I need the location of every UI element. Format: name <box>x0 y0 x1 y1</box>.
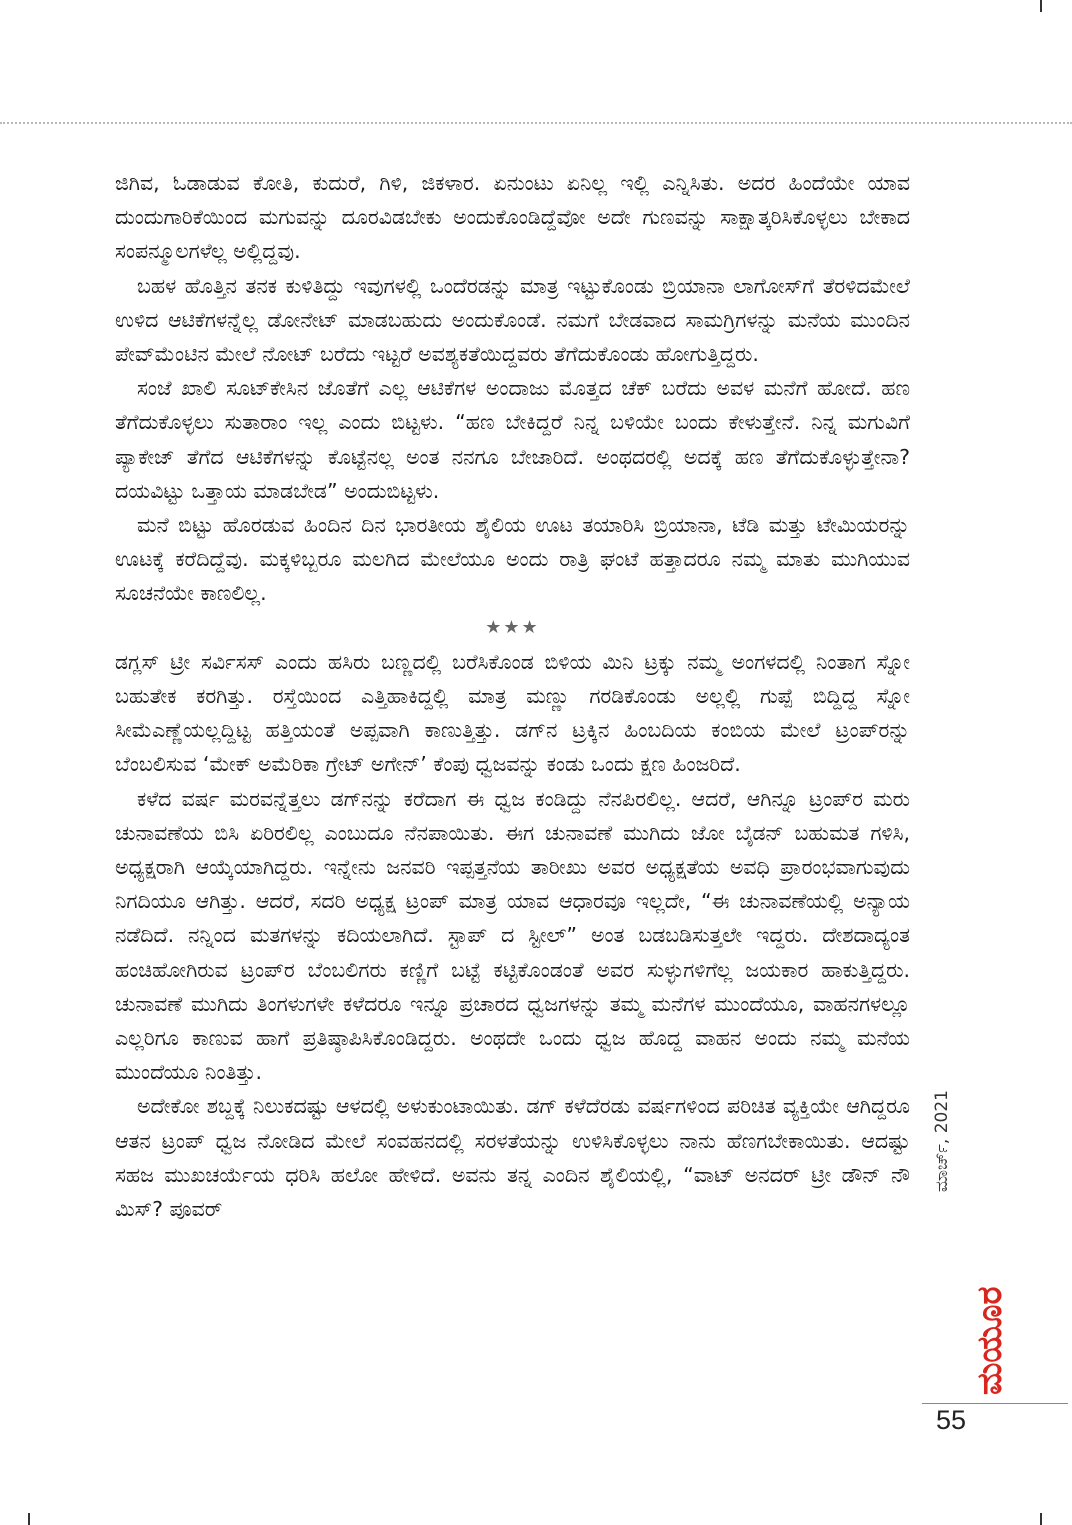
magazine-brand: ಮಯೂರ <box>970 1286 1010 1395</box>
footer-rule <box>922 1403 1068 1404</box>
crop-mark-bottom-left <box>28 1513 30 1525</box>
paragraph: ಕಳೆದ ವರ್ಷ ಮರವನ್ನೆತ್ತಲು ಡಗ್‌ನನ್ನು ಕರೆದಾಗ ಈ ಧ್ವಜ ಕಂಡಿದ್ದು ನೆನಪಿರಲಿಲ್ಲ. ಆದರೆ, ಆಗಿನ್ನೂ ಟ್ರಂಪ್‌ರ ಮರು ಚುನಾವಣೆಯ ಬಿಸಿ ಏರಿರಲಿಲ್ಲ ಎಂಬುದೂ ನೆನಪಾಯಿತು. ಈಗ ಚುನಾವಣೆ ಮುಗಿದು ಜೋ ಬೈಡನ್ ಬಹುಮತ ಗಳಿಸಿ, ಅಧ್ಯಕ್ಷರಾಗಿ ಆಯ್ಕೆಯಾಗಿದ್ದರು. ಇನ್ನೇನು ಜನವರಿ ಇಪ್ಪತ್ತನೆಯ ತಾರೀಖು ಅವರ ಅಧ್ಯಕ್ಷತೆಯ ಅವಧಿ ಪ್ರಾರಂಭವಾಗುವುದು ನಿಗದಿಯೂ ಆಗಿತ್ತು. ಆದರೆ, ಸದರಿ ಅಧ್ಯಕ್ಷ ಟ್ರಂಪ್ ಮಾತ್ರ ಯಾವ ಆಧಾರವೂ ಇಲ್ಲದೇ, “ಈ ಚುನಾವಣೆಯಲ್ಲಿ ಅನ್ಯಾಯ ನಡೆದಿದೆ. ನನ್ನಿಂದ ಮತಗಳನ್ನು ಕದಿಯಲಾಗಿದೆ. ಸ್ಟಾಪ್ ದ ಸ್ಟೀಲ್” ಅಂತ ಬಡಬಡಿಸುತ್ತಲೇ ಇದ್ದರು. ದೇಶದಾದ್ಯಂತ ಹಂಚಿಹೋಗಿರುವ ಟ್ರಂಪ್‌ರ ಬೆಂಬಲಿಗರು ಕಣ್ಣಿಗೆ ಬಟ್ಟೆ ಕಟ್ಟಿಕೊಂಡಂತೆ ಅವರ ಸುಳ್ಳುಗಳಿಗೆಲ್ಲ ಜಯಕಾರ ಹಾಕುತ್ತಿದ್ದರು. ಚುನಾವಣೆ ಮುಗಿದು ತಿಂಗಳುಗಳೇ ಕಳೆದರೂ ಇನ್ನೂ ಪ್ರಚಾರದ ಧ್ವಜಗಳನ್ನು ತಮ್ಮ ಮನೆಗಳ ಮುಂದೆಯೂ, ವಾಹನಗಳಲ್ಲೂ ಎಲ್ಲರಿಗೂ ಕಾಣುವ ಹಾಗೆ ಪ್ರತಿಷ್ಠಾಪಿಸಿಕೊಂಡಿದ್ದರು. ಅಂಥದೇ ಒಂದು ಧ್ವಜ ಹೊದ್ದ ವಾಹನ ಅಂದು ನಮ್ಮ ಮನೆಯ ಮುಂದೆಯೂ ನಿಂತಿತ್ತು. <box>115 786 910 1085</box>
paragraph: ಮನೆ ಬಿಟ್ಟು ಹೊರಡುವ ಹಿಂದಿನ ದಿನ ಭಾರತೀಯ ಶೈಲಿಯ ಊಟ ತಯಾರಿಸಿ ಬ್ರಿಯಾನಾ, ಟೆಡಿ ಮತ್ತು ಟೇಮಿಯರನ್ನು ಊಟಕ್ಕೆ ಕರೆದಿದ್ದೆವು. ಮಕ್ಕಳಿಬ್ಬರೂ ಮಲಗಿದ ಮೇಲೆಯೂ ಅಂದು ರಾತ್ರಿ ಘಂಟೆ ಹತ್ತಾದರೂ ನಮ್ಮ ಮಾತು ಮುಗಿಯುವ ಸೂಚನೆಯೇ ಕಾಣಲಿಲ್ಲ. <box>115 513 910 606</box>
paragraph: ಸಂಜೆ ಖಾಲಿ ಸೂಟ್‌ಕೇಸಿನ ಜೊತೆಗೆ ಎಲ್ಲ ಆಟಿಕೆಗಳ ಅಂದಾಜು ಮೊತ್ತದ ಚೆಕ್ ಬರೆದು ಅವಳ ಮನೆಗೆ ಹೋದೆ. ಹಣ ತೆಗೆದುಕೊಳ್ಳಲು ಸುತಾರಾಂ ಇಲ್ಲ ಎಂದು ಬಿಟ್ಟಳು. “ಹಣ ಬೇಕಿದ್ದರೆ ನಿನ್ನ ಬಳಿಯೇ ಬಂದು ಕೇಳುತ್ತೇನೆ. ನಿನ್ನ ಮಗುವಿಗೆ ಪ್ಯಾಕೇಜ್ ತೆಗೆದ ಆಟಿಕೆಗಳನ್ನು ಕೊಟ್ಟೆನಲ್ಲ ಅಂತ ನನಗೂ ಬೇಜಾರಿದೆ. ಅಂಥದರಲ್ಲಿ ಅದಕ್ಕೆ ಹಣ ತೆಗೆದುಕೊಳ್ಳುತ್ತೇನಾ? ದಯವಿಟ್ಟು ಒತ್ತಾಯ ಮಾಡಬೇಡ” ಅಂದುಬಿಟ್ಟಳು. <box>115 376 910 503</box>
page-number: 55 <box>936 1405 967 1435</box>
article-body <box>115 166 910 1226</box>
paragraph: ಡಗ್ಲಸ್ ಟ್ರೀ ಸರ್ವಿಸಸ್ ಎಂದು ಹಸಿರು ಬಣ್ಣದಲ್ಲಿ ಬರೆಸಿಕೊಂಡ ಬಿಳಿಯ ಮಿನಿ ಟ್ರಕ್ಕು ನಮ್ಮ ಅಂಗಳದಲ್ಲಿ ನಿಂತಾಗ ಸ್ನೋ ಬಹುತೇಕ ಕರಗಿತ್ತು. ರಸ್ತೆಯಿಂದ ಎತ್ತಿಹಾಕಿದ್ದಲ್ಲಿ ಮಾತ್ರ ಮಣ್ಣು ಗರಡಿಕೊಂಡು ಅಲ್ಲಲ್ಲಿ ಗುಪ್ಪೆ ಬಿದ್ದಿದ್ದ ಸ್ನೋ ಸೀಮೆಎಣ್ಣೆಯಲ್ಲದ್ದಿಟ್ಟ ಹತ್ತಿಯಂತೆ ಅಪ್ಪವಾಗಿ ಕಾಣುತ್ತಿತ್ತು. ಡಗ್‌ನ ಟ್ರಕ್ಕಿನ ಹಿಂಬದಿಯ ಕಂಬಿಯ ಮೇಲೆ ಟ್ರಂಪ್‌ರನ್ನು ಬೆಂಬಲಿಸುವ ‘ಮೇಕ್ ಅಮೆರಿಕಾ ಗ್ರೇಟ್ ಅಗೇನ್’ ಕೆಂಪು ಧ್ವಜವನ್ನು ಕಂಡು ಒಂದು ಕ್ಷಣ ಹಿಂಜರಿದೆ. <box>115 649 911 777</box>
sidebar-running-head <box>924 1085 1010 1405</box>
paragraph: ಜಿಗಿವ, ಓಡಾಡುವ ಕೋತಿ, ಕುದುರೆ, ಗಿಳಿ, ಜಿಕಳಾರ. ಏನುಂಟು ಏನಿಲ್ಲ ಇಲ್ಲಿ ಎನ್ನಿಸಿತು. ಅದರ ಹಿಂದೆಯೇ ಯಾವ ದುಂದುಗಾರಿಕೆಯಿಂದ ಮಗುವನ್ನು ದೂರವಿಡಬೇಕು ಅಂದುಕೊಂಡಿದ್ದೆವೋ ಅದೇ ಗುಣವನ್ನು ಸಾಕ್ಷಾತ್ಕರಿಸಿಕೊಳ್ಳಲು ಬೇಕಾದ ಸಂಪನ್ಮೂಲಗಳೆಲ್ಲ ಅಲ್ಲಿದ್ದವು. <box>115 171 910 264</box>
paragraph: ಅದೇಕೋ ಶಬ್ದಕ್ಕೆ ನಿಲುಕದಷ್ಟು ಆಳದಲ್ಲಿ ಅಳುಕುಂಟಾಯಿತು. ಡಗ್ ಕಳೆದೆರಡು ವರ್ಷಗಳಿಂದ ಪರಿಚಿತ ವ್ಯಕ್ತಿಯೇ ಆಗಿದ್ದರೂ ಆತನ ಟ್ರಂಪ್ ಧ್ವಜ ನೋಡಿದ ಮೇಲೆ ಸಂವಹನದಲ್ಲಿ ಸರಳತೆಯನ್ನು ಉಳಿಸಿಕೊಳ್ಳಲು ನಾನು ಹೆಣಗಬೇಕಾಯಿತು. ಆದಷ್ಟು ಸಹಜ ಮುಖಚರ್ಯೆಯ ಧರಿಸಿ ಹಲೋ ಹೇಳಿದೆ. ಅವನು ತನ್ನ ಎಂದಿನ ಶೈಲಿಯಲ್ಲಿ, “ವಾಟ್ ಅನದರ್ ಟ್ರೀ ಡೌನ್ ನೌ ಮಿಸ್? ಪೂವರ್ <box>115 1094 910 1222</box>
crop-mark-bottom-right <box>1040 1513 1042 1525</box>
crop-mark-top-right <box>1040 0 1042 12</box>
issue-date: ಮಾರ್ಚ್, 2021 <box>932 1090 952 1193</box>
section-separator: ★★★ <box>485 616 540 638</box>
paragraph: ಬಹಳ ಹೊತ್ತಿನ ತನಕ ಕುಳಿತಿದ್ದು ಇವುಗಳಲ್ಲಿ ಒಂದೆರಡನ್ನು ಮಾತ್ರ ಇಟ್ಟುಕೊಂಡು ಬ್ರಿಯಾನಾ ಲಾಗೋಸ್‌ಗೆ ತೆರಳಿದಮೇಲೆ ಉಳಿದ ಆಟಿಕೆಗಳನ್ನೆಲ್ಲ ಡೋನೇಟ್ ಮಾಡಬಹುದು ಅಂದುಕೊಂಡೆ. ನಮಗೆ ಬೇಡವಾದ ಸಾಮಗ್ರಿಗಳನ್ನು ಮನೆಯ ಮುಂದಿನ ಪೇವ್‌ಮೆಂಟಿನ ಮೇಲೆ ನೋಟ್ ಬರೆದು ಇಟ್ಟರೆ ಅವಶ್ಯಕತೆಯಿದ್ದವರು ತೆಗೆದುಕೊಂಡು ಹೋಗುತ್ತಿದ್ದರು. <box>115 273 910 367</box>
header-dotted-rule <box>0 122 1072 124</box>
